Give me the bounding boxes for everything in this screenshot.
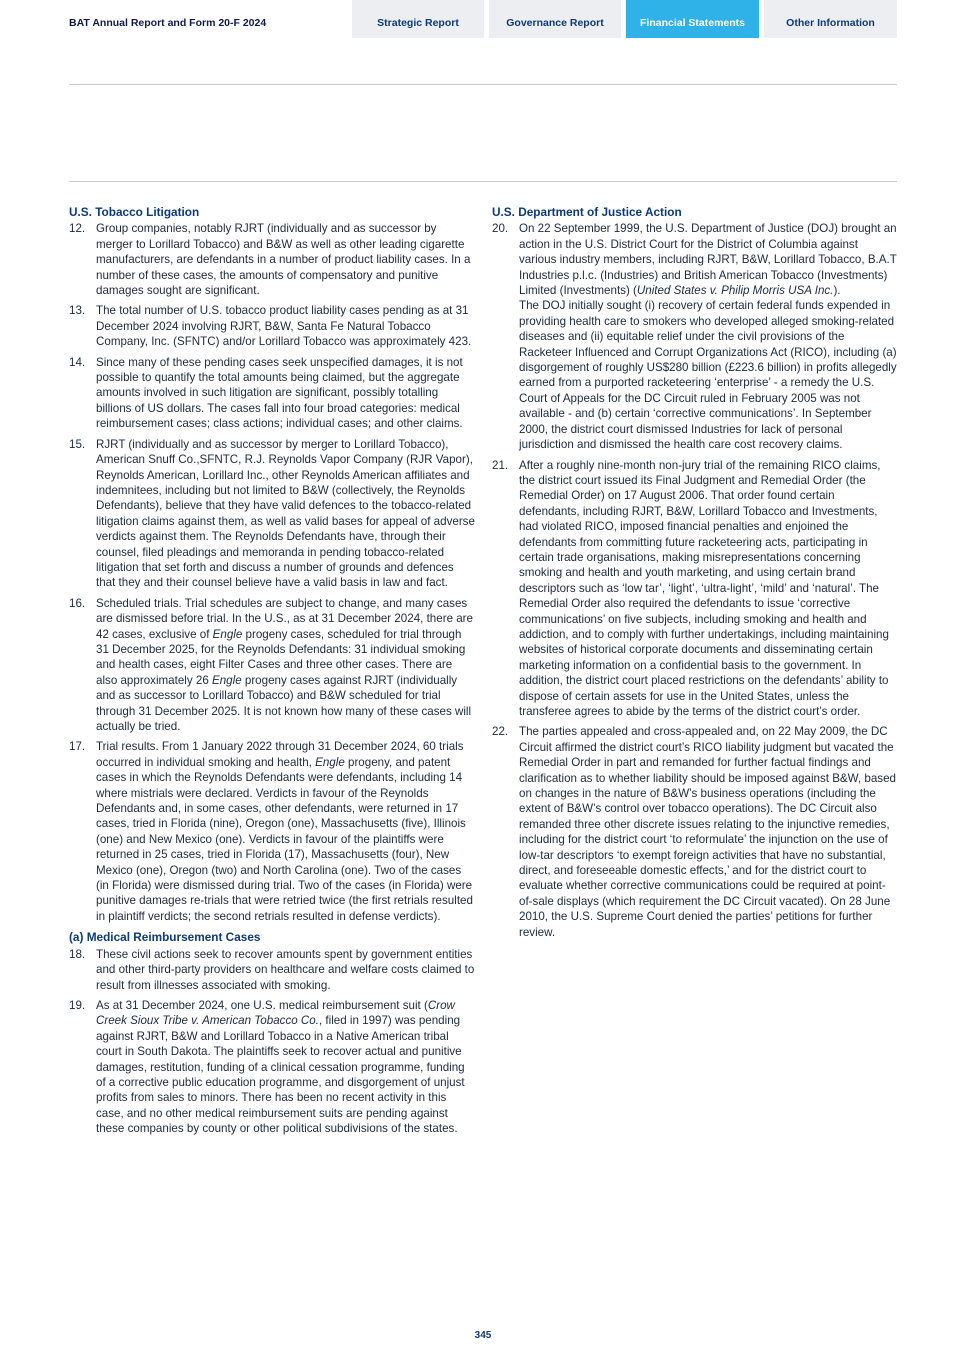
case-name-italic: United States v. Philip Morris USA Inc. xyxy=(636,284,834,298)
paragraph-13 xyxy=(69,303,475,349)
text-run: As at 31 December 2024, one U.S. medical reimbursement suit ( xyxy=(96,998,428,1012)
paragraph-17 xyxy=(69,739,475,924)
case-name-italic: Engle xyxy=(212,627,243,641)
document-title: BAT Annual Report and Form 20-F 2024 xyxy=(69,17,267,29)
text-run: The DOJ initially sought (i) recovery of certain federal funds expended in providing health care to smokers who developed alleged smoking-related diseases and (ii) equitable relief under the civil provisions of the Racketeer Influenced and Corrupt Organizations Act (RICO), including (a) disgorgement of roughly US$280 billion (£223.6 billion) in profits allegedly earned from a purported racketeering ‘enterprise’ - a remedy the U.S. Court of Appeals for the DC Circuit ruled in February 2005 was not available - and (b) certain ‘corrective communications’. In September 2000, the district court dismissed Industries for lack of personal jurisdiction and dismissed the health care cost recovery claims. xyxy=(519,299,897,452)
tab-other-information[interactable]: Other Information xyxy=(764,0,897,38)
paragraph-number: 22. xyxy=(492,725,509,739)
tab-financial-statements[interactable]: Financial Statements xyxy=(626,0,759,38)
paragraph-text: Since many of these pending cases seek unspecified damages, it is not possible to quantify the total amounts being claimed, but the aggregate amounts involved in such litigation are significant, possibly totalling billions of US dollars. The cases fall into four broad categories: medical reimbursement cases; class actions; individual cases; and other claims. xyxy=(96,355,463,431)
paragraph-number: 19. xyxy=(69,998,86,1012)
paragraph-text xyxy=(96,739,475,924)
paragraph-text: The total number of U.S. tobacco product liability cases pending as at 31 December 2024 involving RJRT, B&W, Santa Fe Natural Tobacco Company, Inc. (SFNTC) and/or Lorillard Tobacco was approximately 423. xyxy=(96,304,472,349)
section-heading-us-tobacco-litigation: U.S. Tobacco Litigation xyxy=(69,205,200,219)
text-run: Scheduled trials. Trial schedules are subject to change, and many cases are dismissed before trial. In the U.S., as at 31 December 2024, there are 42 cases, exclusive of xyxy=(96,596,473,641)
paragraph-15 xyxy=(69,437,475,591)
section-heading-doj-action: U.S. Department of Justice Action xyxy=(492,205,682,219)
text-run: progeny, and patent cases in which the Reynolds Defendants were defendants, including 14 where mistrials were declared. Verdicts in favour of the Reynolds Defendants and, in some cases, other defendants, were returned in 17 cases, tried in Florida (nine), Oregon (one), Massachusetts (five), Illinois (one) and New Mexico (one). Verdicts in favour of the plaintiffs were returned in 25 cases, tried in Florida (17), Massachusetts (four), New Mexico (one), Oregon (two) and North Carolina (one). Two of the cases (in Florida) were dismissed during trial. Two of the cases (in Florida) were punitive damages re-trials that were retried twice (the first retrials resulted in plaintiff verdicts; the second retrials resulted in defense verdicts). xyxy=(96,755,473,923)
paragraph-number: 12. xyxy=(69,222,86,236)
top-navigation-bar xyxy=(0,0,966,38)
page-number: 345 xyxy=(474,1330,492,1341)
paragraph-22 xyxy=(492,724,898,940)
right-column xyxy=(492,205,898,945)
paragraph-text xyxy=(519,221,898,452)
paragraph-number: 16. xyxy=(69,596,86,610)
text-run: progeny cases against RJRT (individually and as successor to Lorillard Tobacco) and B&W scheduled for trial through 31 December 2025. It is not known how many of these cases will actually be tried. xyxy=(96,673,472,733)
case-name-italic: Engle xyxy=(212,673,242,687)
paragraph-number: 13. xyxy=(69,304,86,318)
paragraph-number: 18. xyxy=(69,947,86,961)
paragraph-text: These civil actions seek to recover amounts spent by government entities and other third-party providers on healthcare and welfare costs claimed to result from illnesses associated with smoking. xyxy=(96,947,475,992)
text-run: progeny cases, scheduled for trial through 31 December 2025, for the Reynolds Defendants: 31 individual smoking and health cases, eight Filter Cases and three other cases. There are also approximately 26 xyxy=(96,627,466,687)
paragraph-18 xyxy=(69,947,475,993)
paragraph-text xyxy=(96,998,475,1137)
text-run: ). xyxy=(833,284,841,298)
paragraph-text: The parties appealed and cross-appealed and, on 22 May 2009, the DC Circuit affirmed the district court’s RICO liability judgment but vacated the Remedial Order in part and remanded for further factual findings and clarification as to whether liability should be imposed against B&W, based on changes in the nature of B&W’s business operations (including the extent of B&W’s control over tobacco operations). The DC Circuit also remanded three other discrete issues relating to the injunctive remedies, including for the district court ‘to reformulate’ the injunction on the use of low-tar descriptors ‘to exempt foreign activities that have no substantial, direct, and foreseeable domestic effects,’ and for the district court to evaluate whether corrective communications could be required at point-of-sale displays (which requirement the DC Circuit vacated). On 28 June 2010, the U.S. Supreme Court denied the parties’ petitions for further review. xyxy=(519,725,897,939)
paragraph-number: 21. xyxy=(492,458,509,472)
paragraph-number: 15. xyxy=(69,437,86,451)
case-name-italic: Engle xyxy=(315,755,345,769)
tab-governance-report[interactable]: Governance Report xyxy=(489,0,621,38)
paragraph-text: After a roughly nine-month non-jury trial of the remaining RICO claims, the district court issued its Final Judgment and Remedial Order (the Remedial Order) on 17 August 2006. That order found certain defendants, including RJRT, B&W, Lorillard Tobacco and Investments, had violated RICO, imposed financial penalties and enjoined the defendants from committing future racketeering acts, participating in certain trade organisations, making misrepresentations concerning smoking and health and youth marketing, and using certain brand descriptors such as ‘low tar’, ‘light’, ‘ultra-light’, ‘mild’ and ‘natural’. The Remedial Order also required the defendants to issue ‘corrective communications’ on five subjects, including smoking and health and addiction, and to comply with further undertakings, including maintaining websites of historical corporate documents and disseminating certain marketing information on a confidential basis to the government. In addition, the district court placed restrictions on the defendants’ ability to dispose of certain assets for use in the United States, unless the transferee agrees to abide by the terms of the district court’s order. xyxy=(519,458,889,718)
paragraph-number: 14. xyxy=(69,355,86,369)
text-run: , filed in 1997) was pending against RJRT, B&W and Lorillard Tobacco in a Native American tribal court in South Dakota. The plaintiffs seek to recover actual and punitive damages, restitution, funding of a clinical cessation programme, funding of a corrective public education programme, and disgorgement of unjust profits from sales to minors. There has been no recent activity in this case, and no other medical reimbursement suits are pending against these companies by county or other political subdivisions of the states. xyxy=(96,1014,465,1136)
paragraph-12 xyxy=(69,221,475,298)
paragraph-number: 20. xyxy=(492,222,509,236)
top-divider xyxy=(69,84,897,85)
paragraph-text xyxy=(96,596,475,735)
case-name-italic: Crow Creek Sioux Tribe v. American Tobacco Co. xyxy=(96,998,455,1028)
paragraph-21 xyxy=(492,458,898,720)
tab-strategic-report[interactable]: Strategic Report xyxy=(352,0,484,38)
paragraph-19 xyxy=(69,998,475,1137)
paragraph-20 xyxy=(492,221,898,452)
paragraph-number: 17. xyxy=(69,740,86,754)
paragraph-text: RJRT (individually and as successor by merger to Lorillard Tobacco), American Snuff Co.,SFNTC, R.J. Reynolds Vapor Company (RJR Vapor), Reynolds American, Lorillard Inc., other Reynolds American affiliates and indemnitees, including but not limited to B&W (collectively, the Reynolds Defendants), believe that they have valid defences to the tobacco-related litigation claims against them, as well as valid bases for appeal of adverse verdicts against them. The Reynolds Defendants have, through their counsel, filed pleadings and memoranda in pending tobacco-related litigation that set forth and discuss a number of grounds and defences that they and their counsel believe have a valid basis in law and fact. xyxy=(96,437,475,590)
subsection-heading-medical-reimbursement: (a) Medical Reimbursement Cases xyxy=(69,930,261,945)
left-column xyxy=(69,205,475,1142)
text-run: Trial results. From 1 January 2022 through 31 December 2024, 60 trials occurred in individual smoking and health, xyxy=(96,740,464,769)
content-divider xyxy=(69,181,897,182)
paragraph-text: Group companies, notably RJRT (individually and as successor by merger to Lorillard Tobacco) and B&W as well as other leading cigarette manufacturers, are defendants in a number of product liability cases. In a number of these cases, the amounts of compensatory and punitive damages sought are significant. xyxy=(96,222,471,298)
paragraph-16 xyxy=(69,596,475,735)
paragraph-14 xyxy=(69,355,475,432)
text-run: On 22 September 1999, the U.S. Department of Justice (DOJ) brought an action in the U.S. District Court for the District of Columbia against various industry members, including RJRT, B&W, Lorillard Tobacco, B.A.T Industries p.l.c. (Industries) and British American Tobacco (Investments) Limited (Investments) ( xyxy=(519,222,897,298)
